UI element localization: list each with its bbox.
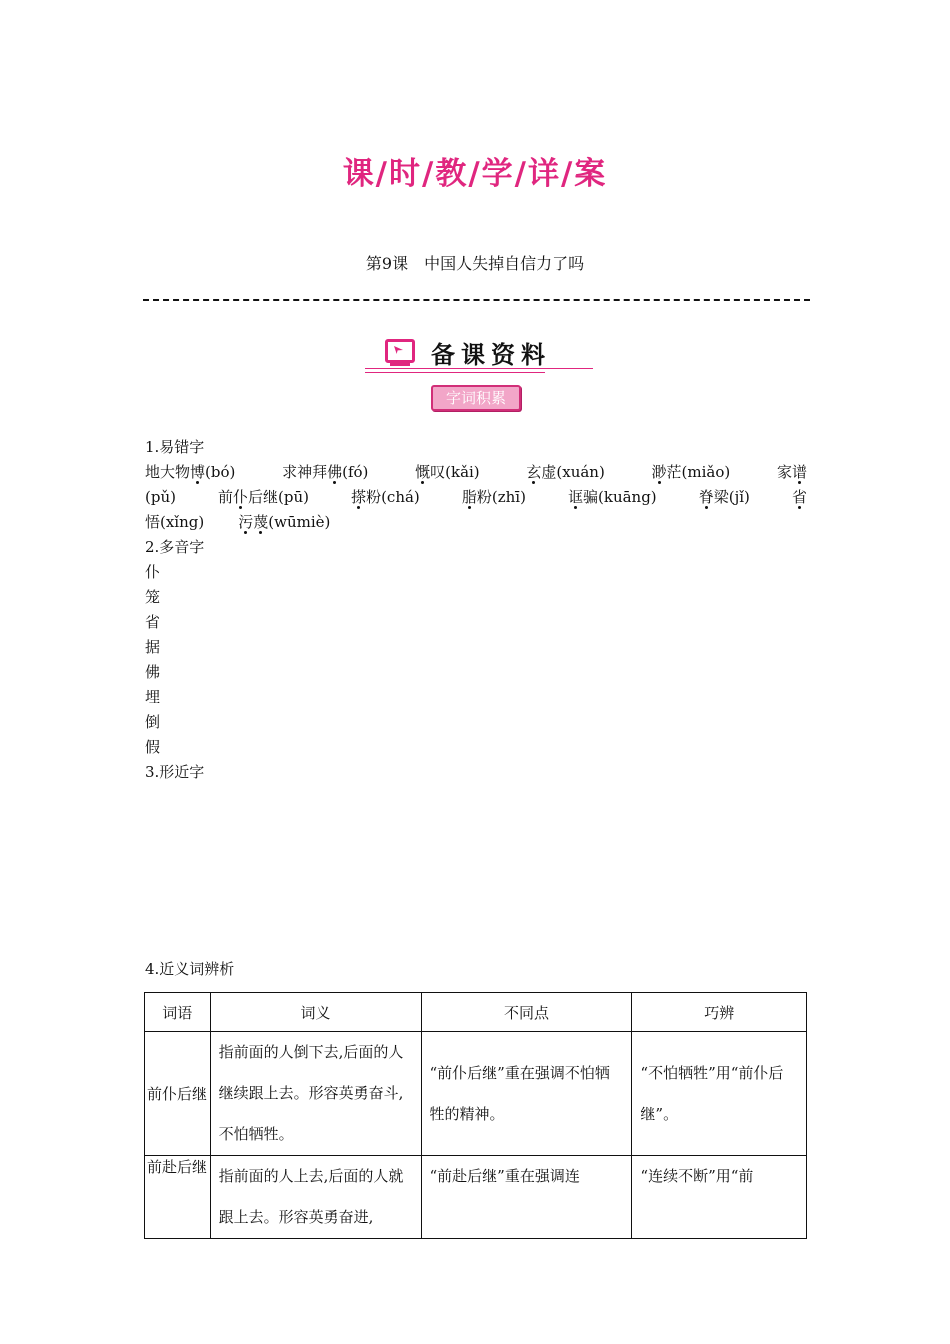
dotted-char: 蔑 xyxy=(253,513,269,531)
easy-wrong-word xyxy=(699,485,750,510)
word-text: 后继(pū) xyxy=(248,488,310,506)
dotted-char: 仆 xyxy=(233,488,249,506)
easy-wrong-word xyxy=(792,485,807,510)
easy-wrong-word xyxy=(238,513,253,531)
table-header-row xyxy=(145,993,807,1032)
easy-wrong-word xyxy=(777,460,807,485)
easy-wrong-line-1 xyxy=(145,460,807,485)
word-text: 骗(kuāng) xyxy=(583,488,657,506)
word-text: (pǔ) xyxy=(145,488,176,506)
polyphonic-char: 佛 xyxy=(145,663,161,681)
heading-easy-wrong: 1.易错字 xyxy=(145,438,205,456)
meaning-cell: 指前面的人倒下去,后面的人继续跟上去。形容英勇奋斗,不怕牺牲。 xyxy=(210,1032,421,1156)
word-text: 虚(xuán) xyxy=(541,463,605,481)
polyphonic-char: 据 xyxy=(145,638,161,656)
easy-wrong-word xyxy=(145,460,235,485)
synonym-table xyxy=(144,992,807,1239)
easy-wrong-line-3 xyxy=(145,510,807,535)
heading-polyphonic: 2.多音字 xyxy=(145,538,205,556)
polyphonic-char: 倒 xyxy=(145,713,161,731)
easy-wrong-word xyxy=(145,513,204,531)
polyphonic-char: 假 xyxy=(145,738,161,756)
dotted-char: 佛 xyxy=(327,463,343,481)
difference-cell: “前仆后继”重在强调不怕牺牲的精神。 xyxy=(421,1032,632,1156)
lesson-title: 第9课 中国人失掉自信力了吗 xyxy=(365,254,585,273)
dotted-char: 玄 xyxy=(526,463,542,481)
column-header: 词语 xyxy=(145,993,211,1032)
easy-wrong-word xyxy=(568,485,657,510)
section-header xyxy=(383,335,593,373)
dotted-char: 慨 xyxy=(415,463,431,481)
word-text: 家 xyxy=(776,463,792,481)
word-text: (wūmiè) xyxy=(268,513,331,531)
term-cell: 前仆后继 xyxy=(145,1032,211,1156)
table-row xyxy=(145,1032,807,1156)
dotted-char: 脂 xyxy=(461,488,477,506)
word-text: 悟(xǐng) xyxy=(145,513,205,531)
word-text: 梁(jǐ) xyxy=(713,488,750,506)
easy-wrong-word xyxy=(218,485,309,510)
dotted-char: 诓 xyxy=(567,488,583,506)
table-row xyxy=(145,1156,807,1239)
dotted-char: 搽 xyxy=(351,488,367,506)
word-text: (fó) xyxy=(342,463,369,481)
easy-wrong-word xyxy=(145,485,176,510)
word-text: 求神拜 xyxy=(282,463,328,481)
section-badge: 字词积累 xyxy=(431,385,521,411)
easy-wrong-word xyxy=(351,485,420,510)
column-header: 巧辨 xyxy=(632,993,807,1032)
column-header: 不同点 xyxy=(421,993,632,1032)
easy-wrong-word xyxy=(282,460,368,485)
content-body xyxy=(145,435,807,785)
section-underline xyxy=(365,368,593,369)
monitor-stand-icon xyxy=(390,362,410,366)
word-text: 前 xyxy=(218,488,234,506)
section-title: 备课资料 xyxy=(431,341,551,369)
easy-wrong-word xyxy=(652,460,731,485)
dotted-char: 省 xyxy=(791,488,807,506)
dashed-divider xyxy=(143,299,810,301)
polyphonic-char: 埋 xyxy=(145,688,161,706)
word-text: 粉(zhī) xyxy=(476,488,526,506)
dotted-char: 博 xyxy=(190,463,206,481)
polyphonic-char: 仆 xyxy=(145,563,161,581)
dotted-char: 渺 xyxy=(651,463,667,481)
term-cell: 前赴后继 xyxy=(145,1156,211,1239)
dotted-char: 脊 xyxy=(698,488,714,506)
column-header: 词义 xyxy=(210,993,421,1032)
meaning-cell: 指前面的人上去,后面的人就跟上去。形容英勇奋进, xyxy=(210,1156,421,1239)
easy-wrong-word xyxy=(526,460,604,485)
monitor-icon xyxy=(385,339,415,363)
difference-cell: “前赴后继”重在强调连 xyxy=(421,1156,632,1239)
polyphonic-char: 省 xyxy=(145,613,161,631)
section-underline-thin xyxy=(365,372,545,373)
dotted-char: 污 xyxy=(238,513,254,531)
polyphonic-char: 笼 xyxy=(145,588,161,606)
easy-wrong-word xyxy=(253,513,330,531)
word-text: 地大物 xyxy=(145,463,191,481)
word-text: 茫(miǎo) xyxy=(666,463,731,481)
heading-synonyms: 4.近义词辨析 xyxy=(145,960,235,978)
heading-similar: 3.形近字 xyxy=(145,763,205,781)
dotted-char: 谱 xyxy=(791,463,807,481)
word-text: 叹(kǎi) xyxy=(430,463,480,481)
page-title: 课/时/教/学/详/案 xyxy=(342,156,608,192)
word-text: (bó) xyxy=(205,463,236,481)
tip-cell: “不怕牺牲”用“前仆后继”。 xyxy=(632,1032,807,1156)
easy-wrong-word xyxy=(415,460,480,485)
easy-wrong-line-2 xyxy=(145,485,807,510)
word-text: 粉(chá) xyxy=(366,488,420,506)
tip-cell: “连续不断”用“前 xyxy=(632,1156,807,1239)
easy-wrong-word xyxy=(462,485,526,510)
